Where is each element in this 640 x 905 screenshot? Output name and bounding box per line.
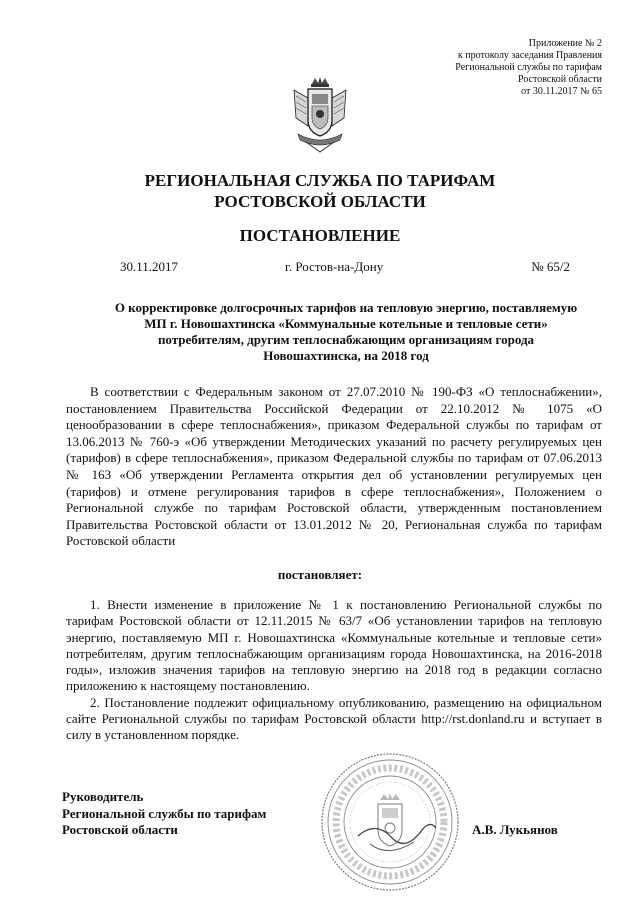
appendix-line: от 30.11.2017 № 65 — [521, 86, 602, 97]
appendix-line: к протоколу заседания Правления — [457, 50, 602, 61]
resolution-item: 2. Постановление подлежит официальному опубликованию, размещению на официальном сайте Региональной службы по тарифам Ростовской области http://rst.donland.ru и вступает в силу в установленном порядке. — [66, 694, 602, 743]
resolution-item: 1. Внести изменение в приложение № 1 к постановлению Региональной службы по тарифам Ростовской области от 12.11.2015 № 63/7 «Об установлении тарифов на тепловую энергию, поставляемую МП г. Новошахтинска «Коммунальные котельные и тепловые сети» потребителям, другим теплоснабжающим организациям города Новошахтинска, на 2016-2018 годы», изложив значения тарифов на тепловую энергию на 2018 год в редакции согласно приложению к настоящему постановлению. — [66, 597, 602, 694]
signatory-title — [62, 789, 342, 839]
signatory-name: А.В. Лукьянов — [472, 822, 558, 837]
appendix-line: Региональной службы по тарифам — [455, 62, 602, 73]
subject-line: Новошахтинска, на 2018 год — [263, 348, 429, 363]
signatory-title-line: Руководитель — [62, 789, 144, 804]
agency-name-line: РЕГИОНАЛЬНАЯ СЛУЖБА ПО ТАРИФАМ — [144, 171, 496, 190]
subject-line: потребителям, другим теплоснабжающим организациям города — [157, 332, 535, 347]
document-type: ПОСТАНОВЛЕНИЕ — [239, 226, 401, 245]
signatory-title-line: Ростовской области — [62, 822, 178, 837]
document-meta — [120, 258, 570, 276]
subject-line: МП г. Новошахтинска «Коммунальные котельные и тепловые сети» — [144, 316, 548, 331]
signatory-title-line: Региональной службы по тарифам — [62, 805, 267, 821]
document-subject — [96, 300, 596, 364]
document-city: г. Ростов-на-Дону — [285, 259, 384, 274]
resolves-heading: постановляет: — [277, 567, 363, 582]
coat-of-arms-icon — [290, 76, 350, 154]
agency-name-line: РОСТОВСКОЙ ОБЛАСТИ — [214, 192, 426, 211]
appendix-note — [402, 38, 602, 98]
appendix-line: Приложение № 2 — [528, 38, 602, 49]
resolution-items — [66, 597, 602, 744]
subject-line: О корректировке долгосрочных тарифов на тепловую энергию, поставляемую — [114, 300, 578, 315]
preamble-paragraph: В соответствии с Федеральным законом от 27.07.2010 № 190-ФЗ «О теплоснабжении», постановлением Правительства Российской Федерации от 22.10.2012 № 1075 «О ценообразовании в сфере теплоснабжения», приказом Федеральной службы по тарифам от 13.06.2013 № 760-э «Об утверждении Методических указаний по расчету регулируемых цен (тарифов) в сфере теплоснабжения», приказом Федеральной службы по тарифам от 07.06.2013 № 163 «Об утверждении Регламента открытия дел об установлении регулируемых цен (тарифов) и отмене регулирования тарифов в сфере теплоснабжения», Положением о Региональной службе по тарифам Ростовской области, утвержденным постановлением Правительства Ростовской области от 13.01.2012 № 20, Региональная служба по тарифам Ростовской области — [66, 384, 602, 549]
agency-name — [0, 170, 640, 212]
appendix-line: Ростовской области — [518, 74, 602, 85]
document-number: № 65/2 — [531, 259, 570, 274]
document-date: 30.11.2017 — [120, 259, 179, 274]
